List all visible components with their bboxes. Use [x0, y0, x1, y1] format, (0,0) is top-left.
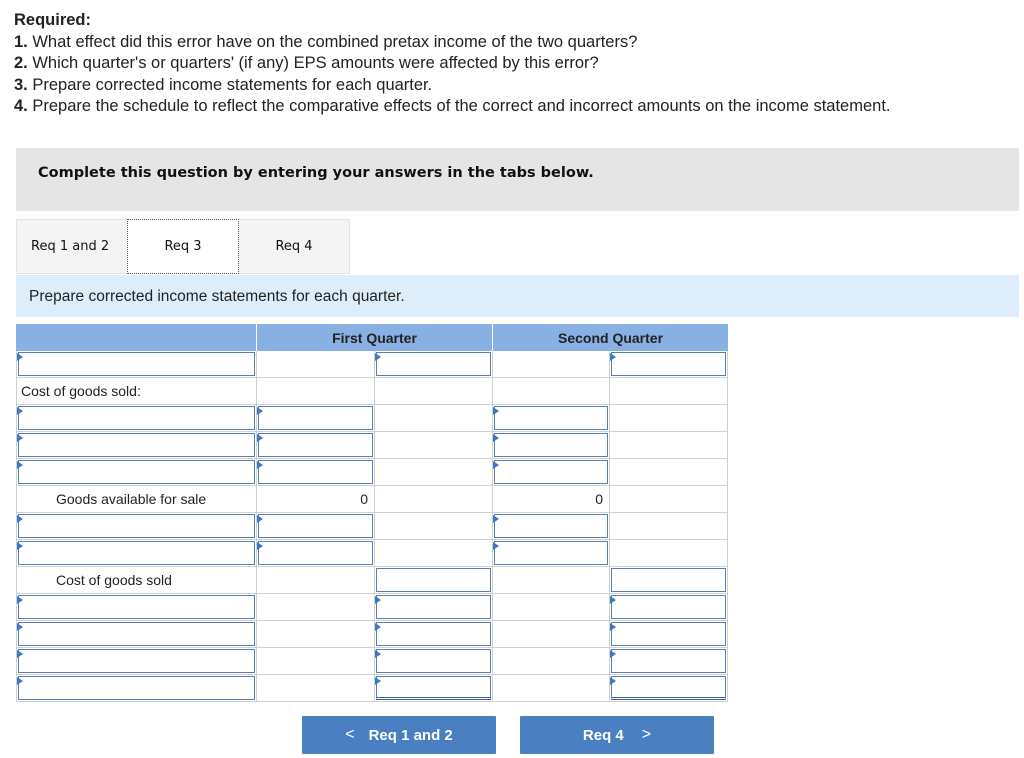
dropdown-marker-icon: [17, 515, 23, 523]
second-quarter-input[interactable]: [611, 649, 726, 673]
dropdown-marker-icon: [610, 650, 616, 658]
dropdown-marker-icon: [610, 677, 616, 685]
header-second-quarter: Second Quarter: [493, 324, 728, 351]
table-row: [16, 513, 728, 540]
dropdown-marker-icon: [17, 650, 23, 658]
first-quarter-input[interactable]: [258, 514, 373, 538]
required-item-4: 4. Prepare the schedule to reflect the comparative effects of the correct and incorrect amounts on the income statement.: [14, 97, 891, 115]
required-section: [14, 10, 891, 118]
prev-req-label: Req 1 and 2: [368, 726, 453, 744]
cogs-section-label: Cost of goods sold:: [21, 383, 141, 399]
first-quarter-input[interactable]: [258, 541, 373, 565]
required-item-3: 3. Prepare corrected income statements for each quarter.: [14, 75, 433, 94]
dropdown-marker-icon: [17, 407, 23, 415]
dropdown-marker-icon: [493, 407, 499, 415]
tab-req-1-and-2[interactable]: Req 1 and 2: [16, 219, 127, 274]
next-req-label: Req 4: [582, 726, 624, 744]
first-quarter-input[interactable]: [258, 460, 373, 484]
dropdown-marker-icon: [17, 542, 23, 550]
dropdown-marker-icon: [17, 677, 23, 685]
row-label-input[interactable]: [18, 541, 255, 565]
dropdown-marker-icon: [493, 434, 499, 442]
table-row: [16, 675, 728, 702]
dropdown-marker-icon: [257, 515, 263, 523]
row-label-input[interactable]: [18, 433, 255, 457]
row-label-input[interactable]: [18, 676, 255, 700]
dropdown-marker-icon: [17, 434, 23, 442]
table-row: [16, 432, 728, 459]
dropdown-marker-icon: [257, 461, 263, 469]
chevron-right-icon: >: [641, 726, 652, 743]
goods-available-first-value: 0: [360, 491, 368, 507]
table-row: [16, 351, 728, 378]
second-quarter-input[interactable]: [611, 622, 726, 646]
required-item-1: 1. What effect did this error have on the combined pretax income of the two quarters?: [14, 32, 638, 51]
second-quarter-total-input[interactable]: [611, 676, 726, 700]
dropdown-marker-icon: [375, 353, 381, 361]
second-quarter-input[interactable]: [611, 352, 726, 376]
table-row: [16, 378, 728, 405]
tab-req-3[interactable]: Req 3: [127, 219, 239, 274]
cost-of-goods-sold-label: Cost of goods sold: [56, 572, 172, 588]
dropdown-marker-icon: [610, 596, 616, 604]
dropdown-marker-icon: [610, 353, 616, 361]
row-label-input[interactable]: [18, 649, 255, 673]
dropdown-marker-icon: [257, 434, 263, 442]
instruction-text: Prepare corrected income statements for each quarter.: [29, 288, 405, 305]
second-quarter-input[interactable]: [611, 595, 726, 619]
row-label-input[interactable]: [18, 622, 255, 646]
row-label-input[interactable]: [18, 406, 255, 430]
first-quarter-input[interactable]: [376, 568, 491, 592]
next-req-button[interactable]: [520, 716, 714, 754]
table-row: [16, 621, 728, 648]
second-quarter-input[interactable]: [611, 568, 726, 592]
first-quarter-total-input[interactable]: [376, 676, 491, 700]
dropdown-marker-icon: [375, 650, 381, 658]
dropdown-marker-icon: [375, 677, 381, 685]
chevron-left-icon: <: [345, 726, 355, 743]
dropdown-marker-icon: [17, 461, 23, 469]
banner-text: Complete this question by entering your answers in the tabs below.: [38, 165, 594, 181]
dropdown-marker-icon: [17, 623, 23, 631]
tab-req-4[interactable]: Req 4: [239, 219, 350, 274]
dropdown-marker-icon: [375, 596, 381, 604]
table-row: [16, 459, 728, 486]
prev-req-button[interactable]: [302, 716, 496, 754]
income-statement-table: [16, 324, 728, 705]
table-row: [16, 594, 728, 621]
table-row: [16, 648, 728, 675]
second-quarter-input[interactable]: [494, 460, 608, 484]
first-quarter-input[interactable]: [258, 406, 373, 430]
dropdown-marker-icon: [610, 623, 616, 631]
first-quarter-input[interactable]: [376, 649, 491, 673]
header-blank: [16, 324, 257, 351]
dropdown-marker-icon: [17, 353, 23, 361]
table-row: [16, 405, 728, 432]
goods-available-second-value: 0: [595, 491, 603, 507]
dropdown-marker-icon: [257, 407, 263, 415]
second-quarter-input[interactable]: [494, 406, 608, 430]
row-label-input[interactable]: [18, 595, 255, 619]
dropdown-marker-icon: [493, 542, 499, 550]
row-label-input[interactable]: [18, 514, 255, 538]
table-row: [16, 486, 728, 513]
dropdown-marker-icon: [257, 542, 263, 550]
row-label-input[interactable]: [18, 352, 255, 376]
goods-available-label: Goods available for sale: [56, 491, 207, 507]
required-item-2: 2. Which quarter's or quarters' (if any) EPS amounts were affected by this error?: [14, 54, 599, 72]
dropdown-marker-icon: [493, 515, 499, 523]
first-quarter-input[interactable]: [258, 433, 373, 457]
dropdown-marker-icon: [17, 596, 23, 604]
second-quarter-input[interactable]: [494, 514, 608, 538]
tab-instruction: [16, 275, 1019, 317]
required-heading: Required:: [14, 11, 92, 29]
first-quarter-input[interactable]: [376, 622, 491, 646]
dropdown-marker-icon: [493, 461, 499, 469]
dropdown-marker-icon: [375, 623, 381, 631]
table-row: [16, 540, 728, 567]
instructions-banner: [16, 148, 1019, 211]
first-quarter-input[interactable]: [376, 595, 491, 619]
row-label-input[interactable]: [18, 460, 255, 484]
second-quarter-input[interactable]: [494, 541, 608, 565]
table-row: [16, 567, 728, 594]
header-first-quarter: First Quarter: [257, 324, 493, 351]
second-quarter-input[interactable]: [494, 433, 608, 457]
first-quarter-input[interactable]: [376, 352, 491, 376]
